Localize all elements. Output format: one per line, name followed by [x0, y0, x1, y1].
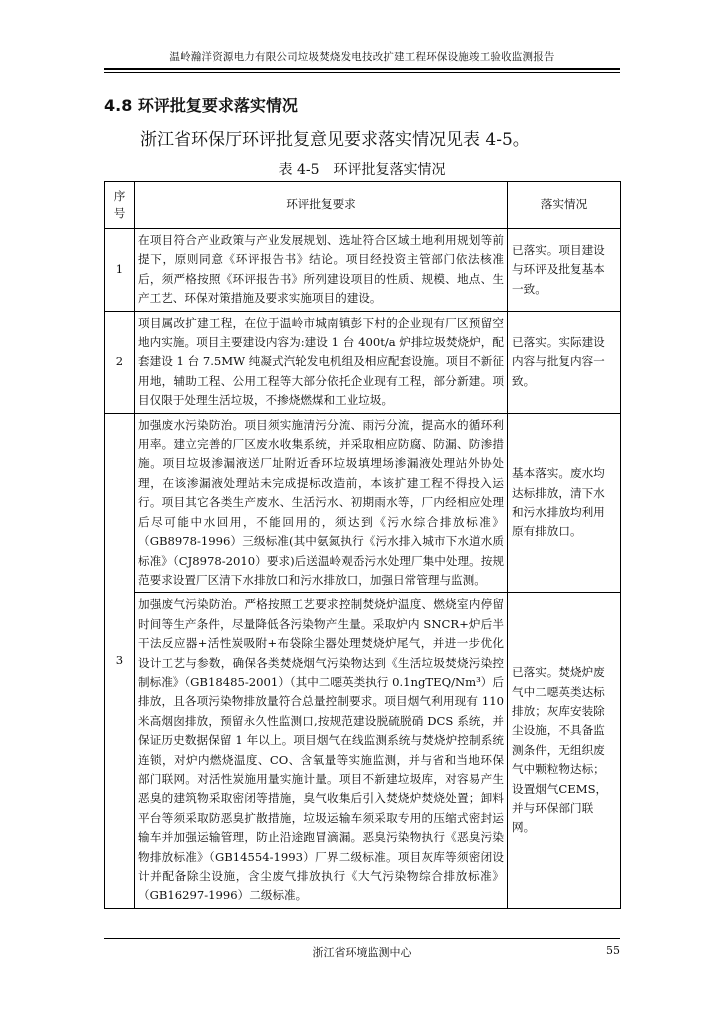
row-seq: 2 [105, 311, 135, 413]
approval-table [104, 181, 621, 909]
row-seq: 3 [105, 413, 135, 908]
footer-organization: 浙江省环境监测中心 [312, 946, 412, 959]
footer-rule [104, 938, 620, 939]
intro-paragraph: 浙江省环保厅环评批复意见要求落实情况见表 4-5。 [140, 130, 530, 150]
row-status: 基本落实。废水均达标排放，清下水和污水排放均利用原有排放口。 [508, 413, 621, 593]
header-rule-thick [104, 68, 620, 70]
header-status: 落实情况 [508, 182, 621, 229]
header-rule-thin [104, 72, 620, 73]
header-requirement: 环评批复要求 [135, 182, 508, 229]
page-header: 温岭瀚洋资源电力有限公司垃圾焚烧发电技改扩建工程环保设施竣工验收监测报告 [169, 51, 555, 63]
table-row [105, 593, 621, 909]
section-title: 4.8 环评批复要求落实情况 [104, 96, 298, 115]
row-status: 已落实。实际建设内容与批复内容一致。 [508, 311, 621, 413]
page-number: 55 [606, 944, 620, 957]
row-seq: 1 [105, 229, 135, 312]
row-requirement: 项目属改扩建工程，在位于温岭市城南镇彭下村的企业现有厂区预留空地内实施。项目主要建设内容为:建设 1 台 400t/a 炉排垃圾焚烧炉，配套建设 1 台 7.5MW 纯凝式汽轮发电机组及相应配套设施。项目不新征用地，辅助工程、公用工程等大部分依托企业现有工程，部分新建。项目仅限于处理生活垃圾，不掺烧燃煤和工业垃圾。 [135, 311, 508, 413]
table-row [105, 311, 621, 413]
table-caption: 表 4-5 环评批复落实情况 [278, 162, 446, 178]
header-seq: 序号 [105, 182, 135, 229]
row-requirement: 在项目符合产业政策与产业发展规划、选址符合区域土地利用规划等前提下，原则同意《环评报告书》结论。项目经投资主管部门依法核准后，须严格按照《环评报告书》所列建设项目的性质、规模、地点、生产工艺、环保对策措施及要求实施项目的建设。 [135, 229, 508, 312]
table-header-row [105, 182, 621, 229]
row-status: 已落实。焚烧炉废气中二噁英类达标排放；灰库安装除尘设施，不具备监测条件，无组织废气中颗粒物达标；设置烟气CEMS，并与环保部门联网。 [508, 593, 621, 909]
table-row [105, 413, 621, 593]
row-requirement: 加强废水污染防治。项目须实施清污分流、雨污分流，提高水的循环利用率。建立完善的厂区废水收集系统，并采取相应防腐、防漏、防渗措施。项目垃圾渗漏液送厂址附近香环垃圾填埋场渗漏液处理站外协处理，在该渗漏液处理站未完成提标改造前，本该扩建工程不得投入运行。项目其它各类生产废水、生活污水、初期雨水等，厂内经相应处理后尽可能中水回用，不能回用的，须达到《污水综合排放标准》（GB8978-1996）三级标准(其中氨氮执行《污水排入城市下水道水质标准》（CJ8978-2010）要求)后送温岭观岙污水处理厂集中处理。按规范要求设置厂区清下水排放口和污水排放口，加强日常管理与监测。 [135, 413, 508, 593]
row-status: 已落实。项目建设与环评及批复基本一致。 [508, 229, 621, 312]
table-row [105, 229, 621, 312]
row-requirement: 加强废气污染防治。严格按照工艺要求控制焚烧炉温度、燃烧室内停留时间等生产条件，尽量降低各污染物产生量。采取炉内 SNCR+炉后半干法反应器+活性炭吸附+布袋除尘器处理焚烧炉尾气，并进一步优化设计工艺与参数，确保各类焚烧烟气污染物达到《生活垃圾焚烧污染控制标准》（GB18485-2001）（其中二噁英类执行 0.1ngTEQ/Nm³）后排放，且各项污染物排放量符合总量控制要求。项目烟气利用现有 110 米高烟囱排放，预留永久性监测口,按规范建设脱硫脱硝 DCS 系统，并保证历史数据保留 1 年以上。项目烟气在线监测系统与焚烧炉控制系统连锁，对炉内燃烧温度、CO、含氧量等实施监测，并与省和当地环保部门联网。对活性炭施用量实施计量。项目不新建垃圾库，对容易产生恶臭的建筑物采取密闭等措施，臭气收集后引入焚烧炉焚烧处置；卸料平台等须采取防恶臭扩散措施，垃圾运输车须采取专用的压缩式密封运输车并加强运输管理，防止沿途跑冒滴漏。恶臭污染物执行《恶臭污染物排放标准》（GB14554-1993）厂界二级标准。项目灰库等须密闭设计并配备除尘设施，含尘废气排放执行《大气污染物综合排放标准》（GB16297-1996）二级标准。 [135, 593, 508, 909]
